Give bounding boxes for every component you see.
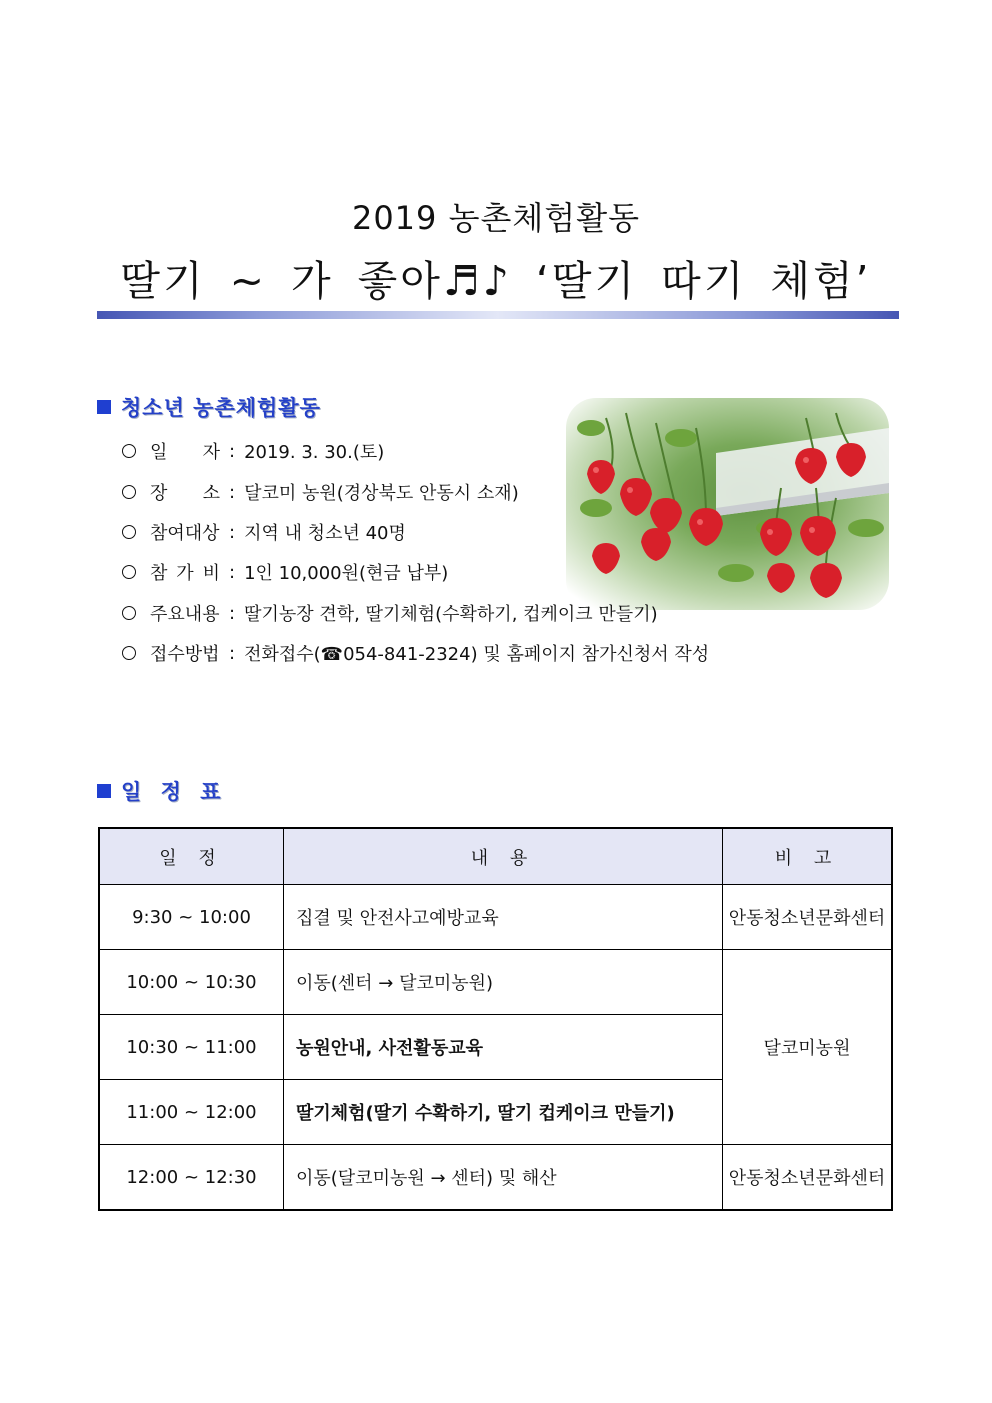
info-label: 일 자 [150,442,220,463]
section-heading-label: 일 정 표 [121,780,227,804]
cell-desc: 농원안내, 사전활동교육 [284,1015,723,1080]
strawberry-photo [566,398,889,610]
cell-time: 11:00 ~ 12:00 [99,1080,284,1145]
info-label: 접수방법 [150,644,220,665]
circle-bullet-icon [122,485,136,499]
table-row [99,950,892,1015]
table-row [99,1145,892,1211]
cell-desc: 집결 및 안전사고예방교육 [284,885,723,950]
cell-time: 9:30 ~ 10:00 [99,885,284,950]
info-row-participants: 참여대상 : 지역 내 청소년 40명 [122,519,406,545]
circle-bullet-icon [122,444,136,458]
cell-note: 안동청소년문화센터 [723,885,893,950]
info-row-registration: 접수방법 : 전화접수(☎054-841-2324) 및 홈페이지 참가신청서 작성 [122,640,709,666]
info-value: 1인 10,000원(현금 납부) [244,563,449,584]
cell-desc: 딸기체험(딸기 수확하기, 딸기 컵케이크 만들기) [284,1080,723,1145]
info-row-place: 장 소 : 달코미 농원(경상북도 안동시 소재) [122,479,519,505]
info-row-fee: 참 가 비 : 1인 10,000원(현금 납부) [122,559,448,585]
info-label: 주요내용 [150,604,220,625]
table-row [99,885,892,950]
header-note: 비 고 [723,828,893,885]
section-heading-schedule [97,776,226,806]
circle-bullet-icon [122,565,136,579]
table-header-row [99,828,892,885]
square-bullet-icon [97,784,111,798]
cell-desc: 이동(센터 → 달코미농원) [284,950,723,1015]
circle-bullet-icon [122,646,136,660]
cell-time: 12:00 ~ 12:30 [99,1145,284,1211]
info-row-date: 일 자 : 2019. 3. 30.(토) [122,438,384,464]
square-bullet-icon [97,400,111,414]
info-value: 딸기농장 견학, 딸기체험(수확하기, 컵케이크 만들기) [244,604,658,625]
info-value: 지역 내 청소년 40명 [244,523,406,544]
schedule-table [98,827,893,1211]
info-value: 전화접수(☎054-841-2324) 및 홈페이지 참가신청서 작성 [244,644,710,665]
info-row-content: 주요내용 : 딸기농장 견학, 딸기체험(수확하기, 컵케이크 만들기) [122,600,658,626]
cell-time: 10:30 ~ 11:00 [99,1015,284,1080]
section-heading-activity [97,392,321,422]
info-label: 참여대상 [150,523,220,544]
cell-note: 달코미농원 [723,950,893,1145]
title-divider [97,311,899,319]
title-line-2: 딸기 ~ 가 좋아♬♪ ‘딸기 따기 체험’ [120,257,872,305]
info-value: 2019. 3. 30.(토) [244,442,385,463]
strawberry-photo-icon [566,398,889,610]
circle-bullet-icon [122,525,136,539]
cell-desc: 이동(달코미농원 → 센터) 및 해산 [284,1145,723,1211]
info-label: 참 가 비 [150,563,220,584]
header-time: 일 정 [99,828,284,885]
section-heading-label: 청소년 농촌체험활동 [121,396,321,420]
circle-bullet-icon [122,606,136,620]
info-value: 달코미 농원(경상북도 안동시 소재) [244,483,519,504]
info-label: 장 소 [150,483,220,504]
cell-time: 10:00 ~ 10:30 [99,950,284,1015]
title-line-1: 2019 농촌체험활동 [351,199,641,237]
header-content: 내 용 [284,828,723,885]
cell-note: 안동청소년문화센터 [723,1145,893,1211]
